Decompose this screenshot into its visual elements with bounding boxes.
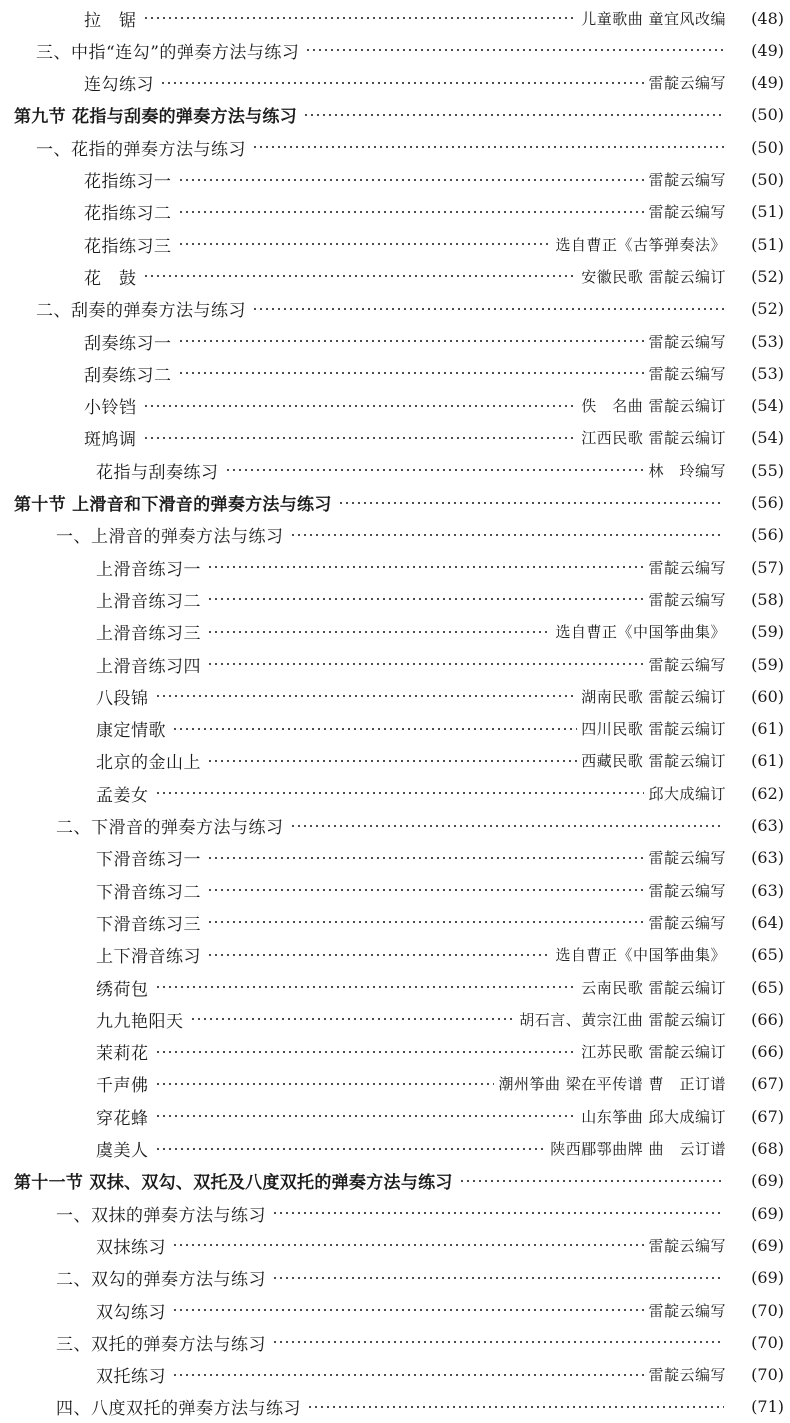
dot-leader <box>172 1309 644 1311</box>
toc-page-number: (58) <box>751 589 784 609</box>
toc-entry-author: 雷靛云编写 <box>648 364 726 383</box>
dot-leader <box>290 534 725 536</box>
toc-entry-title: 第十节 上滑音和下滑音的弹奏方法与练习 <box>14 495 332 515</box>
toc-entry-row[interactable] <box>0 357 790 389</box>
toc-entry-row[interactable] <box>0 648 790 680</box>
dot-leader <box>272 1212 724 1214</box>
dot-leader <box>160 82 644 84</box>
toc-entry-author: 雷靛云编写 <box>648 590 726 609</box>
toc-entry-row[interactable] <box>0 1100 790 1132</box>
toc-page-number: (65) <box>751 945 784 965</box>
toc-entry-author: 选自曹正《中国筝曲集》 <box>555 946 726 965</box>
toc-page-number: (50) <box>751 170 784 189</box>
toc-entry-title: 双抹练习 <box>96 1237 166 1258</box>
toc-page-number: (66) <box>751 1009 784 1029</box>
toc-entry-row[interactable] <box>0 228 790 260</box>
dot-leader <box>303 114 724 116</box>
toc-entry-author: 雷靛云编写 <box>648 913 726 932</box>
toc-entry-title: 二、刮奏的弹奏方法与练习 <box>36 301 246 322</box>
toc-entry-title: 二、下滑音的弹奏方法与练习 <box>56 818 284 838</box>
toc-entry-author: 邱大成编订 <box>648 784 726 803</box>
dot-leader <box>172 1244 644 1246</box>
dot-leader <box>307 1406 724 1408</box>
toc-page-number: (67) <box>751 1074 784 1094</box>
toc-page-number: (60) <box>751 686 784 706</box>
toc-entry-author: 选自曹正《中国筝曲集》 <box>555 623 726 642</box>
toc-entry-title: 小铃铛 <box>84 398 137 419</box>
toc-entry-title: 下滑音练习一 <box>96 850 201 871</box>
toc-entry-title: 九九艳阳天 <box>96 1011 184 1032</box>
toc-page-number: (62) <box>751 783 784 803</box>
toc-entry-title: 第九节 花指与刮奏的弹奏方法与练习 <box>14 107 298 128</box>
toc-section-row[interactable] <box>0 487 790 519</box>
toc-subsection-row[interactable] <box>0 1326 790 1358</box>
dot-leader <box>459 1180 724 1182</box>
dot-leader <box>252 308 724 310</box>
toc-page-number: (54) <box>751 428 784 448</box>
toc-entry-row[interactable] <box>0 874 790 906</box>
toc-entry-row[interactable] <box>0 1133 790 1165</box>
toc-entry-title: 上滑音练习三 <box>96 624 201 645</box>
toc-page-number: (55) <box>751 460 784 480</box>
dot-leader <box>178 372 645 374</box>
toc-entry-title: 孟姜女 <box>96 785 149 806</box>
toc-entry-row[interactable] <box>0 745 790 777</box>
toc-entry-title: 一、双抹的弹奏方法与练习 <box>56 1205 266 1226</box>
dot-leader <box>207 663 644 665</box>
dot-leader <box>155 695 578 697</box>
toc-entry-row[interactable] <box>0 260 790 292</box>
dot-leader <box>178 243 552 245</box>
toc-entry-author: 四川民歌 雷靛云编订 <box>581 720 726 739</box>
toc-page-number: (63) <box>751 848 784 868</box>
toc-entry-title: 二、双勾的弹奏方法与练习 <box>56 1270 266 1291</box>
dot-leader <box>225 469 645 471</box>
toc-page-number: (50) <box>751 137 784 157</box>
toc-entry-row[interactable] <box>0 1068 790 1100</box>
toc-subsection-row[interactable] <box>0 131 790 163</box>
toc-subsection-row[interactable] <box>0 810 790 842</box>
toc-page-number: (70) <box>751 1365 784 1385</box>
toc-entry-author: 西藏民歌 雷靛云编订 <box>581 752 726 771</box>
toc-entry-title: 上下滑音练习 <box>96 947 201 968</box>
toc-page-number: (52) <box>751 266 784 286</box>
toc-page-number: (59) <box>751 622 784 642</box>
dot-leader <box>143 405 578 407</box>
toc-entry-row[interactable] <box>0 325 790 357</box>
toc-entry-row[interactable] <box>0 67 790 99</box>
dot-leader <box>207 921 644 923</box>
toc-entry-author: 山东筝曲 邱大成编订 <box>581 1107 726 1126</box>
toc-entry-row[interactable] <box>0 2 790 34</box>
toc-entry-author: 湖南民歌 雷靛云编订 <box>581 687 726 706</box>
dot-leader <box>172 1374 644 1376</box>
toc-page-number: (53) <box>751 363 784 383</box>
toc-page-number: (69) <box>751 1235 784 1255</box>
toc-entry-author: 雷靛云编写 <box>648 1301 726 1320</box>
toc-entry-title: 一、上滑音的弹奏方法与练习 <box>56 527 284 548</box>
dot-leader <box>272 1277 724 1279</box>
toc-entry-author: 胡石言、黄宗江曲 雷靛云编订 <box>519 1010 726 1029</box>
dot-leader <box>143 275 578 277</box>
toc-entry-row[interactable] <box>0 680 790 712</box>
dot-leader <box>305 49 724 51</box>
toc-entry-title: 花指练习三 <box>84 236 172 257</box>
toc-entry-title: 上滑音练习二 <box>96 591 201 612</box>
toc-entry-author: 雷靛云编写 <box>648 74 726 93</box>
dot-leader <box>155 1083 495 1085</box>
toc-page-number: (69) <box>751 1268 784 1288</box>
toc-entry-title: 第十一节 双抹、双勾、双托及八度双托的弹奏方法与练习 <box>14 1173 453 1194</box>
dot-leader <box>143 17 578 19</box>
toc-entry-title: 下滑音练习二 <box>96 882 201 903</box>
toc-subsection-row[interactable] <box>0 34 790 66</box>
toc-page-number: (70) <box>751 1332 784 1352</box>
toc-entry-row[interactable] <box>0 842 790 874</box>
toc-entry-row[interactable] <box>0 551 790 583</box>
dot-leader <box>272 1341 724 1343</box>
toc-entry-title: 四、八度双托的弹奏方法与练习 <box>56 1399 301 1420</box>
dot-leader <box>190 1018 516 1020</box>
toc-entry-author: 安徽民歌 雷靛云编订 <box>581 267 726 286</box>
toc-entry-author: 雷靛云编写 <box>648 203 726 222</box>
toc-entry-row[interactable] <box>0 906 790 938</box>
toc-entry-title: 茉莉花 <box>96 1044 149 1065</box>
toc-entry-row[interactable] <box>0 196 790 228</box>
dot-leader <box>207 760 577 762</box>
dot-leader <box>338 502 724 504</box>
toc-entry-author: 雷靛云编写 <box>648 849 726 868</box>
toc-entry-row[interactable] <box>0 777 790 809</box>
toc-entry-title: 花指与刮奏练习 <box>96 462 219 483</box>
dot-leader <box>207 954 551 956</box>
toc-entry-title: 花 鼓 <box>84 268 137 289</box>
dot-leader <box>155 1148 547 1150</box>
toc-page-number: (70) <box>751 1300 784 1320</box>
dot-leader <box>207 566 644 568</box>
toc-page-number: (61) <box>751 719 784 739</box>
toc-page-number: (51) <box>751 234 784 254</box>
toc-entry-row[interactable] <box>0 1294 790 1326</box>
toc-entry-title: 双勾练习 <box>96 1302 166 1323</box>
toc-entry-title: 北京的金山上 <box>96 753 201 774</box>
dot-leader <box>155 986 578 988</box>
toc-entry-row[interactable] <box>0 454 790 486</box>
dot-leader <box>172 728 577 730</box>
toc-subsection-row[interactable] <box>0 1391 790 1423</box>
toc-entry-author: 林 玲编写 <box>648 461 726 480</box>
toc-entry-title: 拉 锯 <box>84 10 137 31</box>
toc-entry-row[interactable] <box>0 1003 790 1035</box>
toc-entry-author: 雷靛云编写 <box>648 655 726 674</box>
toc-entry-author: 雷靛云编写 <box>648 881 726 900</box>
toc-page-number: (67) <box>751 1106 784 1126</box>
toc-entry-row[interactable] <box>0 971 790 1003</box>
toc-page-number: (49) <box>751 73 784 93</box>
toc-page-number: (57) <box>751 557 784 577</box>
toc-entry-title: 康定情歌 <box>96 721 166 742</box>
dot-leader <box>207 889 644 891</box>
toc-entry-row[interactable] <box>0 1036 790 1068</box>
toc-entry-row[interactable] <box>0 390 790 422</box>
toc-entry-title: 下滑音练习三 <box>96 914 201 935</box>
dot-leader <box>155 1115 578 1117</box>
dot-leader <box>207 857 644 859</box>
toc-entry-row[interactable] <box>0 583 790 615</box>
toc-section-row[interactable] <box>0 99 790 131</box>
toc-entry-author: 雷靛云编写 <box>648 1236 726 1255</box>
toc-page-number: (56) <box>751 525 784 545</box>
toc-entry-row[interactable] <box>0 616 790 648</box>
toc-page-number: (54) <box>751 396 784 416</box>
dot-leader <box>178 179 645 181</box>
toc-entry-author: 雷靛云编写 <box>648 332 726 351</box>
toc-entry-title: 虞美人 <box>96 1141 149 1161</box>
toc-page-number: (63) <box>751 816 784 835</box>
dot-leader <box>207 631 551 633</box>
toc-page-number: (65) <box>751 977 784 997</box>
toc-page-number: (52) <box>751 299 784 319</box>
toc-entry-title: 刮奏练习一 <box>84 333 172 354</box>
toc-entry-author: 佚 名曲 雷靛云编订 <box>581 397 726 416</box>
toc-page-number: (51) <box>751 202 784 222</box>
toc-page-number: (50) <box>751 105 784 125</box>
toc-entry-author: 雷靛云编写 <box>648 1366 726 1385</box>
toc-entry-row[interactable] <box>0 164 790 196</box>
toc-entry-author: 雷靛云编写 <box>648 558 726 577</box>
toc-entry-title: 双托练习 <box>96 1367 166 1388</box>
toc-entry-row[interactable] <box>0 1229 790 1261</box>
dot-leader <box>252 146 724 148</box>
dot-leader <box>290 825 725 827</box>
toc-page-number: (69) <box>751 1203 784 1223</box>
dot-leader <box>207 598 644 600</box>
toc-entry-row[interactable] <box>0 1359 790 1391</box>
dot-leader <box>178 340 645 342</box>
toc-page-number: (71) <box>751 1397 784 1417</box>
toc-page-number: (48) <box>751 8 784 28</box>
toc-page-number: (49) <box>751 40 784 60</box>
toc-page-number: (56) <box>751 493 784 512</box>
toc-entry-author: 选自曹正《古筝弹奏法》 <box>555 235 726 254</box>
toc-entry-title: 连勾练习 <box>84 75 154 96</box>
toc-entry-row[interactable] <box>0 422 790 454</box>
toc-entry-author: 潮州筝曲 梁在平传谱 曹 正订谱 <box>498 1075 726 1094</box>
toc-entry-author: 雷靛云编写 <box>648 171 726 189</box>
dot-leader <box>155 792 645 794</box>
toc-page-number: (59) <box>751 654 784 674</box>
toc-entry-author: 儿童歌曲 童宜风改编 <box>581 9 726 28</box>
toc-page-number: (69) <box>751 1171 784 1191</box>
toc-entry-title: 穿花蜂 <box>96 1108 149 1129</box>
toc-page-number: (53) <box>751 331 784 351</box>
toc-subsection-row[interactable] <box>0 519 790 551</box>
toc-page-number: (66) <box>751 1042 784 1062</box>
toc-entry-title: 花指练习二 <box>84 204 172 225</box>
toc-entry-title: 八段锦 <box>96 688 149 709</box>
toc-subsection-row[interactable] <box>0 293 790 325</box>
dot-leader <box>178 211 645 213</box>
toc-entry-row[interactable] <box>0 713 790 745</box>
toc-entry-title: 三、双托的弹奏方法与练习 <box>56 1334 266 1355</box>
toc-page-number: (61) <box>751 751 784 771</box>
toc-entry-row[interactable] <box>0 939 790 971</box>
toc-subsection-row[interactable] <box>0 1262 790 1294</box>
toc-section-row[interactable] <box>0 1165 790 1197</box>
toc-entry-title: 花指练习一 <box>84 172 172 192</box>
toc-entry-title: 绣荷包 <box>96 979 149 1000</box>
dot-leader <box>155 1051 578 1053</box>
toc-entry-author: 云南民歌 雷靛云编订 <box>581 978 726 997</box>
toc-entry-author: 陕西郿鄠曲牌 曲 云订谱 <box>550 1140 726 1158</box>
toc-entry-title: 斑鸠调 <box>84 430 137 451</box>
dot-leader <box>143 437 578 439</box>
toc-page-number: (68) <box>751 1139 784 1158</box>
toc-entry-title: 上滑音练习四 <box>96 656 201 677</box>
toc-entry-title: 三、中指“连勾”的弹奏方法与练习 <box>36 42 300 63</box>
toc-subsection-row[interactable] <box>0 1197 790 1229</box>
toc-entry-author: 江苏民歌 雷靛云编订 <box>581 1043 726 1062</box>
toc-entry-title: 千声佛 <box>96 1076 149 1097</box>
toc-page-number: (64) <box>751 912 784 932</box>
toc-entry-title: 一、花指的弹奏方法与练习 <box>36 139 246 160</box>
toc-entry-title: 刮奏练习二 <box>84 365 172 386</box>
toc-entry-author: 江西民歌 雷靛云编订 <box>581 429 726 448</box>
toc-page-number: (63) <box>751 880 784 900</box>
toc-entry-title: 上滑音练习一 <box>96 559 201 580</box>
